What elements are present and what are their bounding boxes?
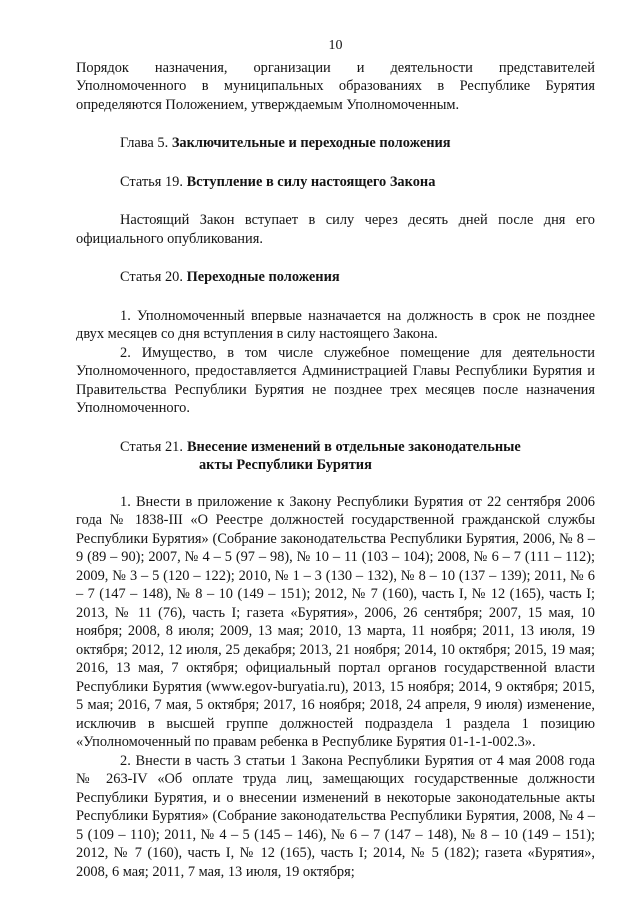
article-21-label: Статья 21. (120, 438, 183, 455)
intro-paragraph: Порядок назначения, организации и деятельности представителей Уполномоченного в муниципальных образованиях в Республике Бурятия определяются Положением, утверждаемым Уполномоченным. (76, 59, 595, 113)
article-20-paragraph-2: 2. Имущество, в том числе служебное помещение для деятельности Уполномоченного, предоставляется Администрацией Главы Республики Бурятия и Правительства Республики Бурятия не позднее трех месяцев после назначения Уполномоченного. (76, 344, 595, 416)
article-21-title (183, 438, 521, 475)
article-19-heading (76, 173, 595, 192)
article-20-paragraph-1: 1. Уполномоченный впервые назначается на должность в срок не позднее двух месяцев со дня вступления в силу настоящего Закона. (76, 307, 595, 342)
article-21-paragraph-1: 1. Внести в приложение к Закону Республики Бурятия от 22 сентября 2006 года № 1838-III «О Реестре должностей государственной гражданской службы Республики Бурятия» (Собрание законодательства Республики Бурятия, 2006, № 8 – 9 (89 – 90); 2007, № 4 – 5 (97 – 98), № 10 – 11 (103 – 104); 2008, № 6 – 7 (111 – 112); 2009, № 3 – 5 (120 – 122); 2010, № 1 – 3 (130 – 132), № 8 – 10 (137 – 139); 2011, № 6 – 7 (147 – 148), № 8 – 10 (149 – 151); 2012, № 7 (160), часть I, № 12 (165), часть I; 2013, № 11 (76), часть I; газета «Бурятия», 2006, 26 сентября; 2007, 15 мая, 10 ноября; 2008, 8 июля; 2009, 13 мая; 2010, 13 марта, 11 ноября; 2011, 13 июля, 19 октября; 2012, 12 июля, 25 декабря; 2013, 21 ноября; 2014, 10 октября; 2015, 19 мая; 2016, 13 мая, 7 октября; официальный портал органов государственной власти Республики Бурятия (www.egov-buryatia.ru), 2013, 15 ноября; 2014, 9 октября; 2015, 5 мая; 2016, 7 мая, 5 октября; 2017, 16 ноября; 2018, 24 апреля, 9 июля) изменение, исключив в высшей группе должностей подраздела 1 раздела 1 позицию «Уполномоченный по правам ребенка в Республике Бурятия 01-1-1-002.3». (76, 493, 595, 750)
article-19-label: Статья 19. (120, 173, 183, 190)
article-20-heading (76, 268, 595, 287)
article-19-paragraph-1: Настоящий Закон вступает в силу через десять дней после дня его официального опубликования. (76, 212, 595, 247)
article-21-heading (120, 438, 595, 475)
chapter-5-title: Заключительные и переходные положения (171, 135, 451, 151)
article-21-paragraph-2: 2. Внести в часть 3 статьи 1 Закона Республики Бурятия от 4 мая 2008 года № 263-IV «Об оплате труда лиц, замещающих государственные должности Республики Бурятия, и о внесении изменений в некоторые законодательные акты Республики Бурятия» (Собрание законодательства Республики Бурятия, 2008, № 4 – 5 (109 – 110); 2011, № 4 – 5 (145 – 146), № 6 – 7 (147 – 148), № 8 – 10 (149 – 151); 2012, № 7 (160), часть I, № 12 (165), часть I; 2014, № 5 (182); газета «Бурятия», 2008, 6 мая; 2011, 7 мая, 13 июля, 19 октября; (76, 752, 595, 880)
page-number: 10 (328, 38, 343, 53)
article-19-title: Вступление в силу настоящего Закона (186, 173, 436, 190)
article-21-title-line-2: акты Республики Бурятия (198, 457, 372, 473)
chapter-5-label: Глава 5. (120, 135, 169, 151)
chapter-5-heading (76, 134, 595, 153)
article-20-label: Статья 20. (120, 269, 183, 285)
article-21-title-line-1: Внесение изменений в отдельные законодательные (186, 438, 521, 455)
article-20-title: Переходные положения (186, 269, 340, 285)
